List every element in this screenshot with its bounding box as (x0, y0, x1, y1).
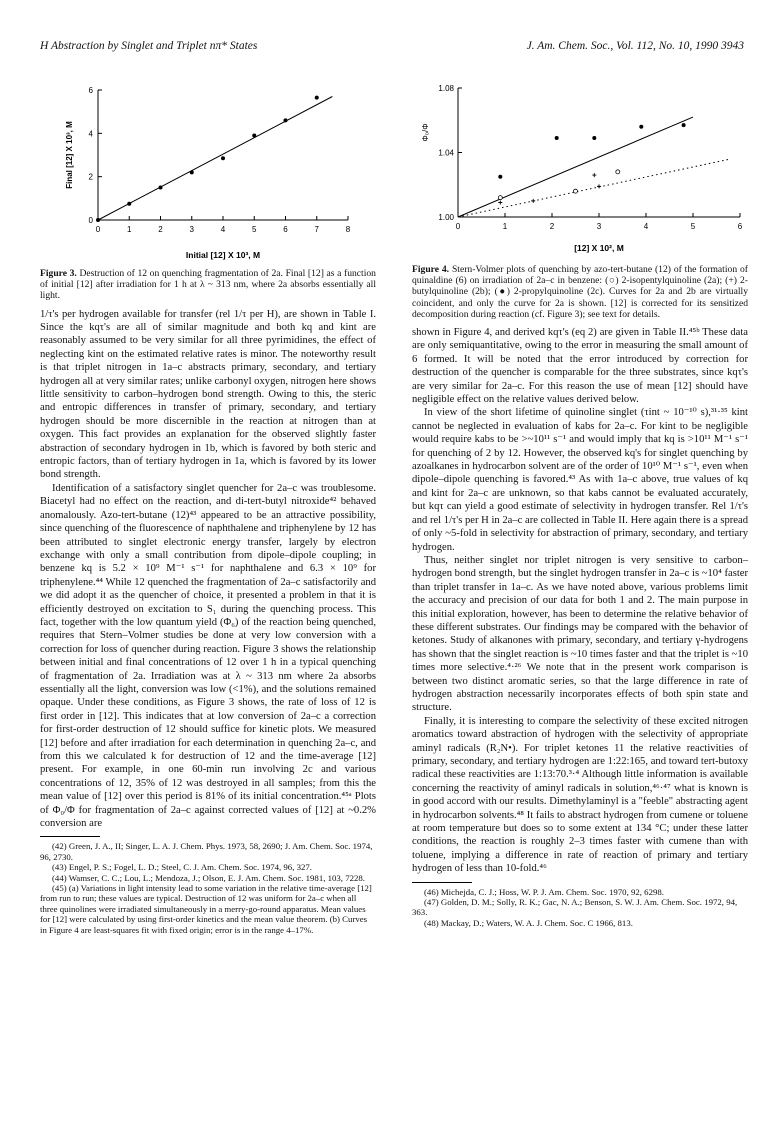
fit-line-dotted (458, 159, 731, 217)
footnote-rule (412, 882, 472, 883)
data-point-2b (531, 199, 535, 203)
figure-4-chart (420, 84, 750, 264)
x-axis-label: Initial [12] X 10³, M (185, 250, 261, 260)
data-point (159, 186, 163, 190)
footnote: (42) Green, J. A., II; Singer, L. A. J. Chem. Phys. 1973, 58, 2690; J. Am. Chem. Soc. 1974, 96, 2730. (40, 841, 373, 862)
figure-3-chart (58, 84, 358, 264)
paragraph: Finally, it is interesting to compare the selectivity of these excited nitrogen aromatics toward abstraction of hydrogen with the selectivity of appropriate aminyl radicals (R₂N•). For triplet ketones 11 the relative reactivities of primary, secondary, and tertiary hydrogen are 1:22:165, and toward tert-butoxy radical these reactivities are 1:13:70.³·⁴ Although little information is available concerning the reactivity of aminyl radicals in solution,⁴⁶·⁴⁷ what is known is in good accord with our results. Dimethylaminyl is a "feeble" abstracting agent in hydrocarbon solvents.⁴⁸ It fails to abstract hydrogen from cumene or toluene at room temperature but does so to some extent at 134 °C; under these latter conditions, the reaction is roughly 2–3 times faster with cumene than with toluene, implying a difference in rate of reaction of primary and tertiary hydrogen of less than 10-fold.⁴⁶ (412, 715, 748, 875)
y-tick-label: 6 (88, 86, 93, 95)
paragraph: Identification of a satisfactory singlet quencher for 2a–c was troublesome. Biacetyl had no effect on the reaction, and di-tert-butyl nitroxide⁴² behaved anomalously. Azo-tert-butane (12)⁴³ appeared to be an attractive possibility, since quenching of the fluorescence of naphthalene and triphenylene by 12 has been attributed to singlet electronic energy transfer, largely by electron exchange with only a small contribution from dipole–dipole coupling; in benzene kq is 5.2 × 10⁹ M⁻¹ s⁻¹ for naphthalene and 6.3 × 10⁹ for triphenylene.⁴⁴ While 12 quenched the fragmentation of 2a–c satisfactorily and we did adopt it as the quencher of choice, it presented a problem in that it is efficiently destroyed on excitation to S₁ during the quenching process. This fact, together with the low quantum yield (Φ₆) of the reaction being quenched, requires that Stern–Volmer studies be done at very low conversion with a correction for loss of quencher during reaction. Figure 3 shows the relationship between initial and final concentrations of 12 over 1 h in a typical quenching of fragmentation of 2a. Irradiation was at λ ~ 313 nm where 2a absorbs essentially all the light, conversion was low (<1%), and the solutions remained opaque. Under these conditions, as Figure 3 shows, the rate of loss of 12 is first order in [12]. This indicates that at low conversion of 2a–c a correction for first-order destruction of 12 should suffice for kinetic plots. We measured [12] before and after irradiation for each determination in quenching 2a–c, and from this we calculated k for destruction of 12 and the time-average [12] present. For example, in one 60-min run involving 2c and various concentrations of 12, 35% of 12 was destroyed in all samples; from this the mean value of [12] over this period is 81% of its initial concentration.⁴⁵ᵃ Plots of Φ₀/Φ for fragmentation of 2a–c against corrected values of [12] at ~0.2% conversion are (40, 482, 376, 830)
data-point-2a (498, 196, 502, 200)
footnote: (46) Michejda, C. J.; Hoss, W. P. J. Am. Chem. Soc. 1970, 92, 6298. (424, 886, 664, 897)
data-point-2b (597, 184, 601, 188)
x-tick-label: 4 (220, 225, 226, 234)
x-tick-label: 8 (345, 225, 351, 234)
data-point (284, 118, 288, 122)
running-header-journal: J. Am. Chem. Soc., Vol. 112, No. 10, 1990 3943 (526, 40, 744, 52)
data-point-2a (616, 170, 620, 174)
x-tick-label: 3 (596, 222, 602, 231)
y-axis-label: Final [12] X 10³, M (65, 121, 74, 189)
data-point-2b (498, 200, 502, 204)
data-point-2b (592, 173, 596, 177)
footnote: (45) (a) Variations in light intensity lead to some variation in the relative time-average [12] from run to run; these values are typical. Destruction of 12 was uniform for 2a–c when all three quinolines were irradiated simultaneously in a merry-go-round apparatus. Mean values for [12] were calculated by using first-order kinetics and the mean value theorem. (b) Curves in Figure 4 are least-squares fit with fixed origin; error is in the range 4–17%. (40, 883, 372, 935)
y-tick-label: 1.00 (438, 213, 454, 222)
x-tick-label: 6 (737, 222, 743, 231)
y-tick-label: 4 (88, 129, 93, 139)
left-column (40, 268, 376, 935)
data-point-2a (574, 189, 578, 193)
x-tick-label: 5 (252, 225, 257, 234)
y-tick-label: 2 (88, 172, 93, 182)
x-tick-label: 7 (314, 225, 319, 234)
x-tick-label: 1 (127, 225, 132, 234)
x-axis-label: [12] X 10², M (574, 243, 624, 253)
x-tick-label: 4 (643, 222, 649, 231)
x-tick-label: 2 (549, 222, 555, 231)
fit-line (98, 97, 332, 221)
fit-line-solid (458, 117, 693, 217)
right-column (412, 264, 748, 928)
x-tick-label: 5 (690, 222, 696, 231)
figure-4-caption: Figure 4. Stern-Volmer plots of quenching by azo-tert-butane (12) of the formation of quinaldine (6) on irradiation of 2a–c in benzene: (○) 2-isopentylquinoline (2a); (+) 2-butylquinoline (2b); (●) 2-propylquinoline (2c). Curves for 2a and 2b are virtually coincident, and only the curve for 2a is shown. [12] is corrected for its sensitized decomposition during reaction (cf. Figure 3); see text for details. (412, 264, 748, 320)
running-header-title: H Abstraction by Singlet and Triplet nπ* States (40, 40, 258, 52)
data-point (221, 156, 225, 160)
footnote: (43) Engel, P. S.; Fogel, L. D.; Steel, C. J. Am. Chem. Soc. 1974, 96, 327. (52, 862, 312, 873)
footnote-rule (40, 836, 100, 837)
x-tick-label: 6 (283, 225, 288, 234)
data-point-2c (682, 123, 686, 127)
footnote: (44) Wamser, C. C.; Lou, L.; Mendoza, J.; Olson, E. J. Am. Chem. Soc. 1981, 103, 7228. (52, 872, 366, 883)
data-point (127, 202, 131, 206)
x-tick-label: 0 (95, 225, 101, 234)
data-point (315, 96, 319, 100)
data-point-2c (555, 136, 559, 140)
paragraph: shown in Figure 4, and derived kqτ's (eq 2) are given in Table II.⁴⁵ᵇ These data are only semiquantitative, owing to the error in measuring the small amount of 6 formed. It will be noted that the error introduced by correction for destruction of the quencher is comparable for the three substrates, since kqτ's are very similar for 2a–c. For this reason the use of mean [12] should have negligible effect on the relative values derived below. (412, 327, 748, 406)
data-point-2c (639, 125, 643, 129)
footnote: (48) Mackay, D.; Waters, W. A. J. Chem. Soc. C 1966, 813. (424, 917, 633, 928)
paragraph: 1/τ's per hydrogen available for transfer (rel 1/τ per H), are shown in Table I. Since the kqτ's are all of similar magnitude and both kq and kint are reasonably assumed to be very similar for all three pyrimidines, the effect of neglecting kint on the estimated relative rates is minor. The noteworthy result is that triplet nitrogen in 1a–c abstracts primary, secondary, and tertiary hydrogen all at very similar rates; unlike carbonyl oxygen, nitrogen here shows little sensitivity to carbon–hydrogen bond strength. Owing to this, the steric and entropic differences in transfer of primary, secondary, and tertiary hydrogen should be more discernible in the reaction at nitrogen than at oxygen. This fact provides an explanation for the observed slightly faster abstraction of secondary hydrogen in 1b, which is favored by both steric and entropic factors, than of tertiary hydrogen in 1a, which is favored by its lower bond strength. (40, 308, 376, 481)
x-tick-label: 3 (189, 225, 194, 234)
x-tick-label: 1 (502, 222, 508, 231)
footnote: (47) Golden, D. M.; Solly, R. K.; Gac, N. A.; Benson, S. W. J. Am. Chem. Soc. 1972, 94, 363. (412, 897, 738, 918)
data-point (96, 218, 100, 222)
y-tick-label: 0 (88, 216, 93, 225)
y-tick-label: 1.08 (438, 84, 454, 93)
data-point (190, 170, 194, 174)
data-point-2c (498, 175, 502, 179)
paragraph: Thus, neither singlet nor triplet nitrogen is very sensitive to carbon–hydrogen bond strength, but the singlet hydrogen transfer in 2a–c is ~10⁴ faster than triplet transfer in 1a–c. As we have noted above, various problems limit the accuracy and precision of our data for both 1 and 2. The main purpose in this initial exploration, however, has been to determine the relative behavior of these different substrates. Our findings may be compared with the behavior of ketones. Study of alkanones with primary, secondary, and tertiary γ-hydrogens has shown that the singlet reaction is ~10 times faster and that the triplet is ~10 times more selective.⁴·²⁶ We note that in the present work comparison is between two distinct aromatic series, so that the large difference in rate of hydrogen abstraction necessarily incorporates effects of both spin state and structure. (412, 554, 748, 714)
x-tick-label: 2 (158, 225, 163, 234)
paragraph: In view of the short lifetime of quinoline singlet (τint ~ 10⁻¹⁰ s),³¹·³⁵ kint cannot be neglected in evaluation of kabs for 2a–c. For kint to be negligible would require kabs to be >~10¹¹ s⁻¹ and would imply that kq is >10¹¹ M⁻¹ s⁻¹ for quenching of 2 by 12. However, the observed kq's for singlet quenching by azoalkanes in hydrocarbon solvent are of the order of 10¹⁰ M⁻¹ s⁻¹, even when dipole–dipole quenching is favored.⁴³ As with 1a–c above, true values of kq and kint for 2a–c are unknown, so that kabs cannot be evaluated accurately, but kqτ can yield a good estimate of selectivity in hydrogen transfer. Rel 1/τ's and rel 1/τ's per H in 2a–c are collected in Table II. Here again there is a spread of only ~5-fold in selectivity for abstraction of primary, secondary, and tertiary hydrogen. (412, 407, 748, 553)
data-point (252, 134, 256, 138)
data-point-2c (592, 136, 596, 140)
y-axis-label: Φ₀/Φ (421, 123, 430, 142)
y-tick-label: 1.04 (438, 148, 454, 158)
x-tick-label: 0 (455, 222, 461, 231)
figure-3-caption: Figure 3. Destruction of 12 on quenching fragmentation of 2a. Final [12] as a function of initial [12] after irradiation for 1 h at λ ~ 313 nm, where 2a absorbs essentially all light. (40, 268, 376, 302)
